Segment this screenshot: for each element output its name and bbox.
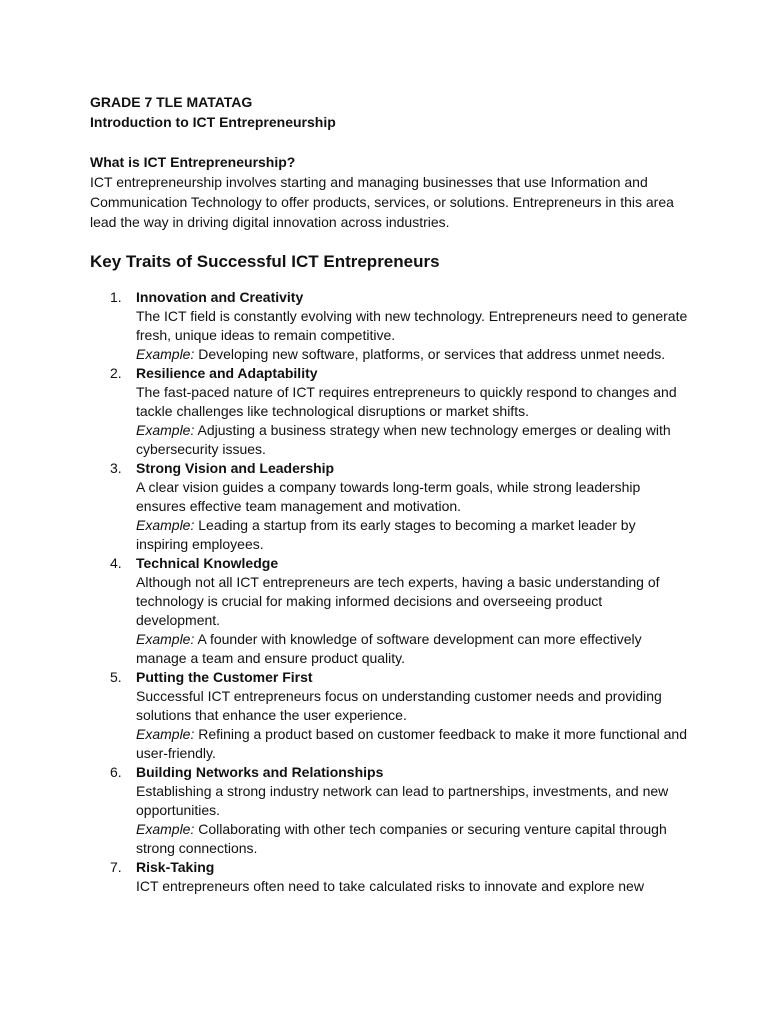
example-label: Example: xyxy=(136,422,195,438)
example-label: Example: xyxy=(136,726,195,742)
trait-title: Building Networks and Relationships xyxy=(136,764,384,780)
section-heading: Key Traits of Successful ICT Entrepreneurs xyxy=(90,252,440,271)
trait-title: Strong Vision and Leadership xyxy=(136,460,335,476)
trait-item xyxy=(90,364,690,459)
trait-number: 2. xyxy=(110,365,122,381)
trait-description: ICT entrepreneurs often need to take calculated risks to innovate and explore new xyxy=(136,878,644,894)
document-title: Introduction to ICT Entrepreneurship xyxy=(90,114,336,130)
intro-paragraph: ICT entrepreneurship involves starting and managing businesses that use Information and Communication Technology to offer products, services, or solutions. Entrepreneurs in this area lead the way in driving digital innovation across industries. xyxy=(90,174,674,230)
example-label: Example: xyxy=(136,346,195,362)
trait-description: Establishing a strong industry network can lead to partnerships, investments, and new opportunities. xyxy=(136,783,669,818)
example-text: A founder with knowledge of software development can more effectively manage a team and ensure product quality. xyxy=(136,631,642,666)
trait-item xyxy=(90,459,690,554)
trait-description: Although not all ICT entrepreneurs are tech experts, having a basic understanding of technology is crucial for making informed decisions and overseeing product development. xyxy=(136,574,660,628)
spacer xyxy=(90,132,690,152)
trait-number: 1. xyxy=(110,289,122,305)
traits-list xyxy=(90,288,690,896)
example-text: Adjusting a business strategy when new technology emerges or dealing with cybersecurity issues. xyxy=(136,422,671,457)
example-text: Collaborating with other tech companies or securing venture capital through strong connections. xyxy=(136,821,667,856)
trait-description: A clear vision guides a company towards long-term goals, while strong leadership ensures effective team management and motivation. xyxy=(136,479,641,514)
trait-example xyxy=(136,630,690,668)
example-text: Developing new software, platforms, or services that address unmet needs. xyxy=(198,346,666,362)
trait-number: 5. xyxy=(110,669,122,685)
intro-question: What is ICT Entrepreneurship? xyxy=(90,154,296,170)
trait-title: Innovation and Creativity xyxy=(136,289,304,305)
example-label: Example: xyxy=(136,821,195,837)
trait-description: The fast-paced nature of ICT requires entrepreneurs to quickly respond to changes and tackle challenges like technological disruptions or market shifts. xyxy=(136,384,677,419)
trait-item xyxy=(90,668,690,763)
trait-number: 6. xyxy=(110,764,122,780)
trait-example xyxy=(136,725,690,763)
document-grade-heading: GRADE 7 TLE MATATAG xyxy=(90,94,253,110)
trait-title: Technical Knowledge xyxy=(136,555,279,571)
trait-description: The ICT field is constantly evolving with new technology. Entrepreneurs need to generate fresh, unique ideas to remain competitive. xyxy=(136,308,688,343)
example-label: Example: xyxy=(136,631,195,647)
trait-item xyxy=(90,763,690,858)
document-content xyxy=(90,92,690,896)
trait-item xyxy=(90,288,690,364)
trait-number: 3. xyxy=(110,460,122,476)
trait-description: Successful ICT entrepreneurs focus on understanding customer needs and providing solutions that enhance the user experience. xyxy=(136,688,662,723)
trait-example xyxy=(136,820,690,858)
trait-item xyxy=(90,554,690,668)
trait-example xyxy=(136,345,690,364)
trait-example xyxy=(136,516,690,554)
trait-example xyxy=(136,421,690,459)
trait-title: Putting the Customer First xyxy=(136,669,313,685)
trait-item xyxy=(90,858,690,896)
trait-title: Resilience and Adaptability xyxy=(136,365,318,381)
trait-number: 4. xyxy=(110,555,122,571)
example-label: Example: xyxy=(136,517,195,533)
trait-number: 7. xyxy=(110,859,122,875)
trait-title: Risk-Taking xyxy=(136,859,215,875)
example-text: Leading a startup from its early stages to becoming a market leader by inspiring employees. xyxy=(136,517,636,552)
example-text: Refining a product based on customer feedback to make it more functional and user-friendly. xyxy=(136,726,687,761)
